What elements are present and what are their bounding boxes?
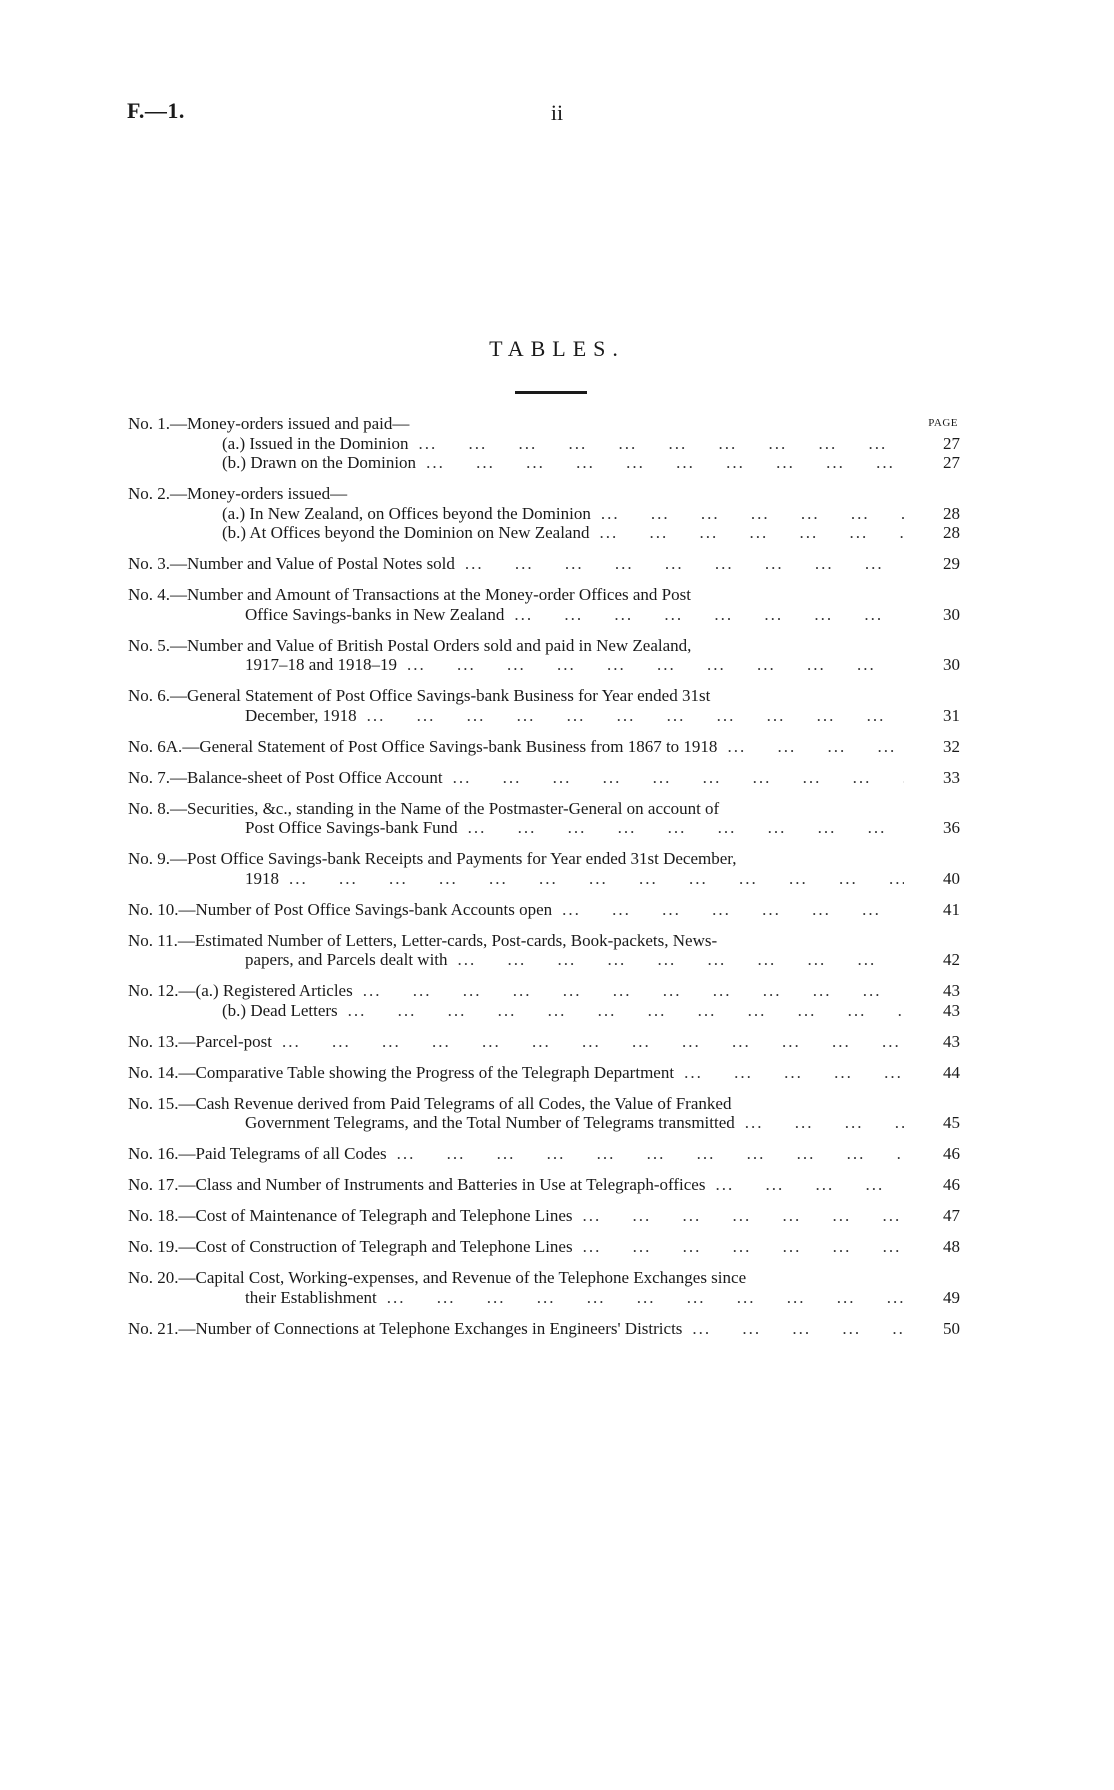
entry-title: Government Telegrams, and the Total Number of Telegrams transmitted (245, 1113, 735, 1132)
entry-title: —Cost of Maintenance of Telegraph and Telephone Lines (178, 1206, 573, 1225)
entry-page-number: 29 (943, 554, 960, 573)
entry-page-number: 30 (943, 655, 960, 674)
entry-line (128, 981, 960, 1001)
table-entry (128, 1237, 960, 1257)
entry-number: No. 6. (128, 686, 171, 705)
entry-title: 1917–18 and 1918–19 (245, 655, 398, 674)
dot-leader (715, 1175, 904, 1195)
dot-leader (599, 523, 904, 543)
entry-title: —Capital Cost, Working-expenses, and Revenue of the Telephone Exchanges since (178, 1268, 747, 1287)
table-entry (128, 414, 960, 473)
page-column-label: PAGE (928, 417, 958, 429)
entry-page-number: 28 (943, 503, 960, 523)
entry-line (128, 453, 960, 473)
table-entry (128, 1175, 960, 1195)
entry-number: No. 19. (128, 1237, 179, 1256)
entry-title: —(a.) Registered Articles (178, 981, 353, 1000)
entry-line (128, 523, 960, 543)
entry-title: Office Savings-banks in New Zealand (245, 604, 505, 624)
entry-page-number: 36 (943, 818, 960, 837)
entry-line (128, 554, 960, 574)
table-entry (128, 554, 960, 574)
entry-line (128, 768, 960, 788)
entry-page-number: 28 (943, 523, 960, 542)
dot-leader (387, 1288, 904, 1308)
entry-line (128, 1319, 960, 1339)
title-rule (515, 391, 587, 394)
entry-title: —Money-orders issued— (170, 484, 348, 503)
entry-number: No. 18. (128, 1206, 179, 1225)
entry-number: No. 7. (128, 767, 171, 787)
entry-title: (a.) In New Zealand, on Offices beyond the Dominion (222, 503, 591, 523)
entry-title: —Money-orders issued and paid— (170, 414, 410, 433)
entry-line (128, 1206, 960, 1226)
entry-title: —Number and Amount of Transactions at the Money-order Offices and Post (170, 585, 691, 604)
dot-leader (745, 1113, 904, 1133)
entry-title: —General Statement of Post Office Savings-bank Business for Year ended 31st (170, 686, 711, 705)
entry-line (128, 686, 960, 706)
entry-page-number: 33 (943, 767, 960, 787)
entry-page-number: 43 (943, 981, 960, 1000)
entry-title: —Number and Value of Postal Notes sold (170, 554, 455, 573)
dot-leader (583, 1206, 904, 1226)
table-entry (128, 1144, 960, 1164)
entry-line (128, 931, 960, 951)
dot-leader (465, 554, 904, 574)
entries-container (128, 414, 960, 1338)
table-entry (128, 1268, 960, 1307)
table-entry (128, 686, 960, 725)
entry-number: No. 4. (128, 585, 171, 604)
entry-number: No. 10. (128, 899, 179, 919)
entry-title: —Number of Connections at Telephone Exchanges in Engineers' Districts (178, 1318, 683, 1338)
entry-page-number: 31 (943, 705, 960, 725)
dot-leader (458, 950, 904, 970)
entry-line (128, 900, 960, 920)
entry-title: 1918 (245, 868, 279, 888)
table-entry (128, 585, 960, 624)
dot-leader (419, 434, 905, 454)
entry-page-number: 44 (943, 1062, 960, 1082)
dot-leader (583, 1237, 904, 1257)
table-entry (128, 1319, 960, 1339)
entry-line (128, 869, 960, 889)
table-entry (128, 799, 960, 838)
entry-page-number: 40 (943, 868, 960, 888)
entry-number: No. 6A. (128, 736, 183, 756)
entry-number: No. 11. (128, 930, 178, 950)
entry-line (128, 1113, 960, 1133)
table-entry (128, 1094, 960, 1133)
entry-page-number: 46 (943, 1144, 960, 1163)
table-entry (128, 636, 960, 675)
table-entry (128, 849, 960, 888)
entry-number: No. 8. (128, 798, 171, 818)
entry-title: —General Statement of Post Office Savings-bank Business from 1867 to 1918 (182, 736, 718, 756)
entry-title: —Class and Number of Instruments and Batteries in Use at Telegraph-offices (178, 1175, 706, 1194)
entry-page-number: 48 (943, 1237, 960, 1256)
entry-line (128, 799, 960, 819)
entry-line (128, 605, 960, 625)
page-title: TABLES. (489, 336, 625, 361)
dot-leader (601, 504, 904, 524)
entry-number: No. 14. (128, 1062, 179, 1082)
entry-line (128, 504, 960, 524)
table-entry (128, 1063, 960, 1083)
entry-line (128, 636, 960, 656)
entry-number: No. 21. (128, 1318, 179, 1338)
entry-page-number: 49 (943, 1287, 960, 1307)
entry-line (128, 950, 960, 970)
entry-page-number: 27 (943, 453, 960, 472)
entry-line (128, 484, 960, 504)
entry-page-number: 43 (943, 1000, 960, 1020)
entry-page-number: 45 (943, 1113, 960, 1132)
table-entry (128, 1206, 960, 1226)
entry-page-number: 46 (943, 1175, 960, 1194)
entry-number: No. 9. (128, 849, 171, 868)
table-entry (128, 768, 960, 788)
entry-line (128, 655, 960, 675)
entry-title: —Comparative Table showing the Progress of the Telegraph Department (178, 1062, 675, 1082)
entry-page-number: 30 (943, 604, 960, 624)
entry-title: —Post Office Savings-bank Receipts and Payments for Year ended 31st December, (170, 849, 737, 868)
entry-line (128, 434, 960, 454)
entry-title: (b.) Drawn on the Dominion (222, 453, 417, 472)
entry-number: No. 20. (128, 1268, 179, 1287)
entry-title: —Parcel-post (178, 1031, 273, 1051)
entry-page-number: 41 (943, 899, 960, 919)
entry-line (128, 818, 960, 838)
dot-leader (289, 869, 904, 889)
entry-number: No. 12. (128, 981, 179, 1000)
entry-page-number: 27 (943, 433, 960, 453)
entry-title: (b.) At Offices beyond the Dominion on New Zealand (222, 523, 590, 542)
entry-line (128, 1288, 960, 1308)
table-entry (128, 1032, 960, 1052)
entry-page-number: 47 (943, 1206, 960, 1225)
entry-title: Post Office Savings-bank Fund (245, 818, 458, 837)
entry-title: —Number of Post Office Savings-bank Accounts open (178, 899, 553, 919)
entry-title: (b.) Dead Letters (222, 1000, 338, 1020)
dot-leader (397, 1144, 904, 1164)
entry-line (128, 1268, 960, 1288)
dot-leader (514, 605, 904, 625)
dot-leader (468, 818, 904, 838)
dot-leader (692, 1319, 904, 1339)
tables-list (128, 414, 960, 1350)
table-entry (128, 737, 960, 757)
entry-title: —Cost of Construction of Telegraph and Telephone Lines (178, 1237, 573, 1256)
entry-number: No. 2. (128, 484, 171, 503)
entry-title: —Paid Telegrams of all Codes (178, 1144, 387, 1163)
dot-leader (426, 453, 904, 473)
entry-line (128, 585, 960, 605)
entry-number: No. 17. (128, 1175, 179, 1194)
table-entry (128, 981, 960, 1020)
entry-line (128, 414, 960, 434)
entry-page-number: 43 (943, 1031, 960, 1051)
entry-number: No. 16. (128, 1144, 179, 1163)
entry-page-number: 32 (943, 736, 960, 756)
dot-leader (453, 768, 904, 788)
entry-title: (a.) Issued in the Dominion (222, 433, 409, 453)
entry-number: No. 1. (128, 414, 171, 433)
table-entry (128, 900, 960, 920)
entry-title: —Estimated Number of Letters, Letter-cards, Post-cards, Book-packets, News- (177, 930, 718, 950)
page-code: F.—1. (127, 98, 185, 123)
entry-line (128, 849, 960, 869)
entry-title: —Number and Value of British Postal Orders sold and paid in New Zealand, (170, 635, 692, 655)
dot-leader (727, 737, 904, 757)
entry-number: No. 15. (128, 1093, 179, 1113)
entry-line (128, 1063, 960, 1083)
table-entry (128, 931, 960, 970)
entry-number: No. 13. (128, 1031, 179, 1051)
entry-line (128, 1094, 960, 1114)
entry-title: —Cash Revenue derived from Paid Telegrams of all Codes, the Value of Franked (178, 1093, 732, 1113)
entry-number: No. 5. (128, 635, 171, 655)
dot-leader (348, 1001, 904, 1021)
entry-title: —Balance-sheet of Post Office Account (170, 767, 443, 787)
dot-leader (407, 655, 904, 675)
entry-number: No. 3. (128, 554, 171, 573)
dot-leader (282, 1032, 904, 1052)
entry-line (128, 1001, 960, 1021)
entry-page-number: 50 (943, 1318, 960, 1338)
dot-leader (363, 981, 904, 1001)
entry-title: —Securities, &c., standing in the Name of the Postmaster-General on account of (170, 798, 720, 818)
dot-leader (684, 1063, 904, 1083)
entry-line (128, 1175, 960, 1195)
entry-line (128, 1144, 960, 1164)
entry-page-number: 42 (943, 950, 960, 969)
entry-line (128, 737, 960, 757)
entry-title: papers, and Parcels dealt with (245, 950, 448, 969)
entry-line (128, 1237, 960, 1257)
dot-leader (367, 706, 904, 726)
entry-line (128, 1032, 960, 1052)
table-entry (128, 484, 960, 543)
entry-line (128, 706, 960, 726)
page-number: ii (550, 100, 564, 125)
entry-title: their Establishment (245, 1287, 377, 1307)
dot-leader (562, 900, 904, 920)
entry-title: December, 1918 (245, 705, 357, 725)
